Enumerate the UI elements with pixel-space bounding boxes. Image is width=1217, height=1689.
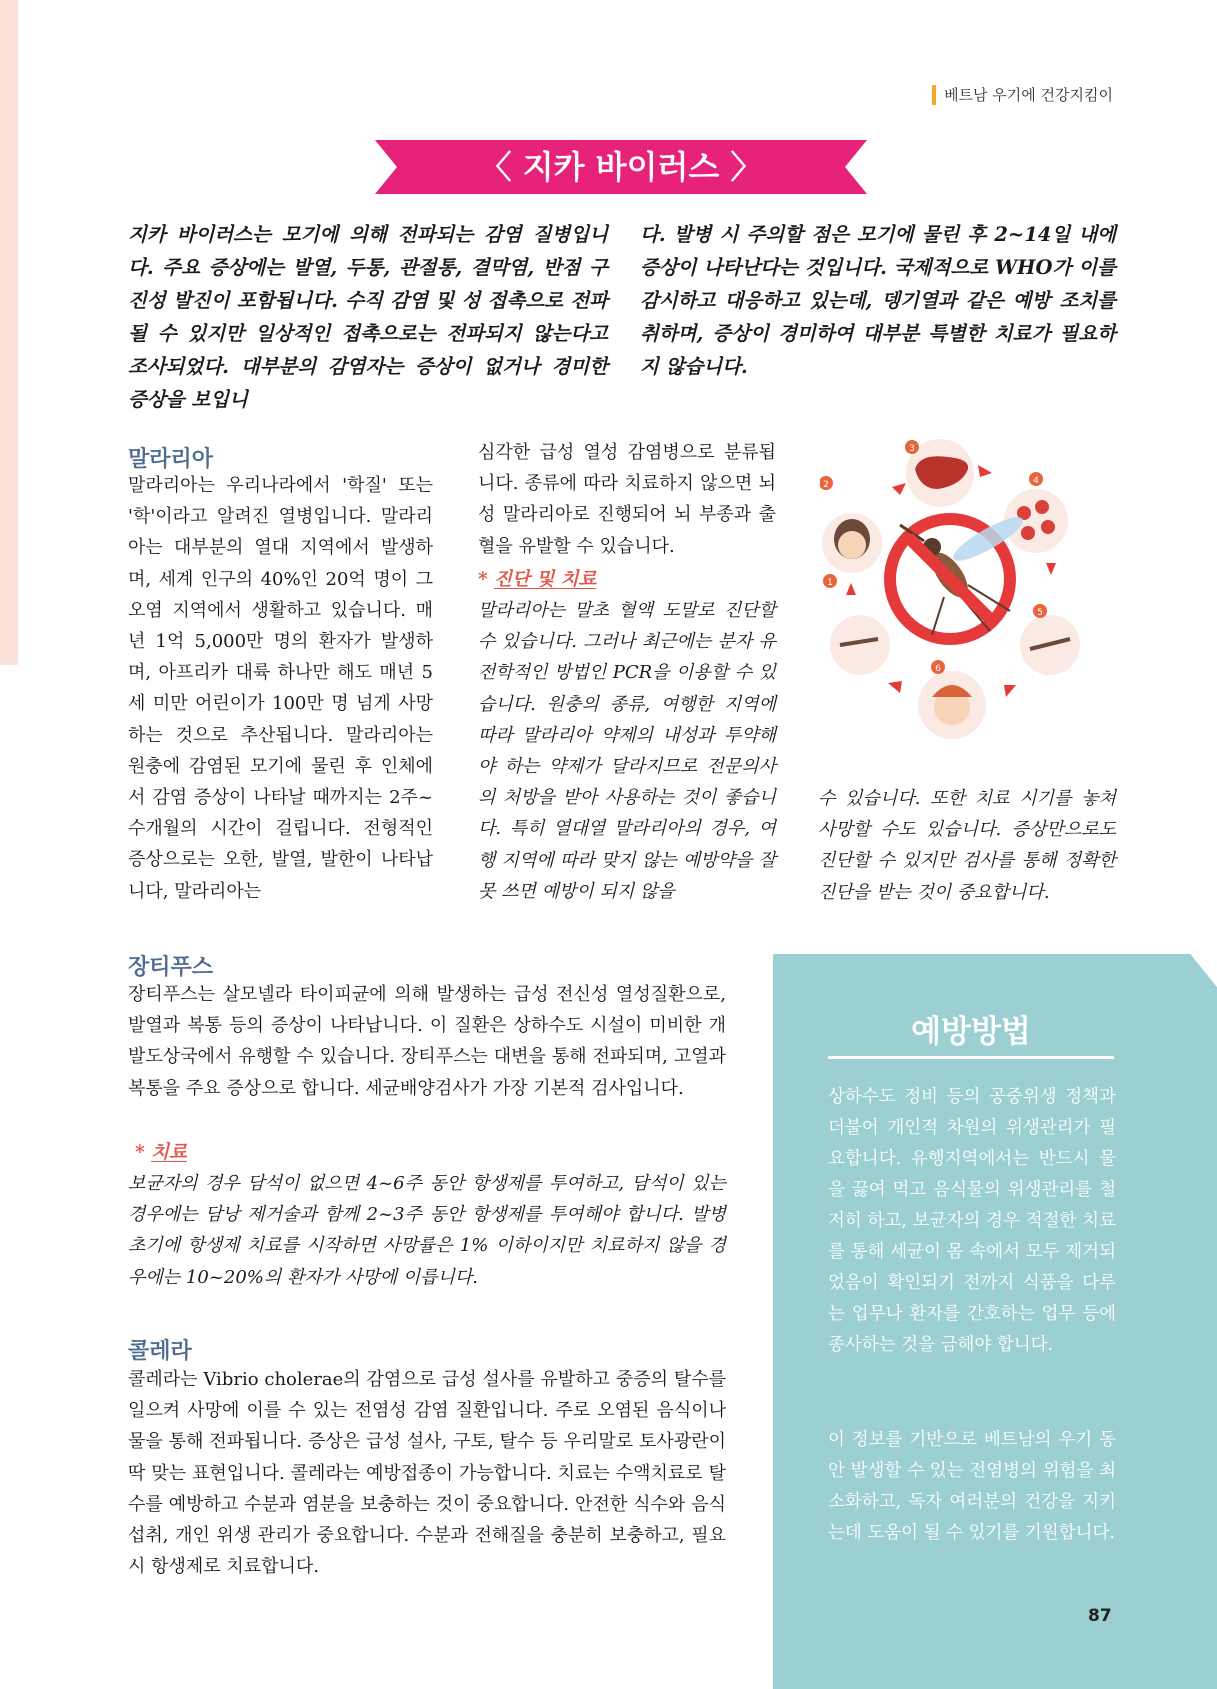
cholera-title: 콜레라 <box>128 1339 192 1364</box>
treatment-text: 보균자의 경우 담석이 없으면 4~6주 동안 항생제를 투여하고, 담석이 있는 경우에는 담낭 제거술과 함께 2~3주 동안 항생제를 투여해야 합니다. 발병 초기에 항생제 치료를 시작하면 사망률은 1% 이하이지만 치료하지 않을 경우에는 10~20%의 환자가 사망에 이릅니다. <box>128 1173 726 1288</box>
diagnosis-text: 말라리아는 말초 혈액 도말로 진단할 수 있습니다. 그러나 최근에는 분자 유전학적인 방법인 PCR을 이용할 수 있습니다. 원충의 종류, 여행한 지역에 따라 말라리아 약제의 내성과 투약해야 하는 약제가 달라지므로 전문의사의 처방을 받아 사용하는 것이 좋습니다. 특히 열대열 말라리아의 경우, 여행 지역에 따라 맞지 않는 예방약을 잘못 쓰면 예방이 되지 않을 <box>478 600 776 902</box>
diagnosis-star: * <box>478 569 488 590</box>
malaria-text-col3: 수 있습니다. 또한 치료 시기를 놓쳐 사망할 수도 있습니다. 증상만으로도 진단할 수 있지만 검사를 통해 정확한 진단을 받는 것이 중요합니다. <box>818 788 1116 903</box>
typhoid-text: 장티푸스는 살모넬라 타이피균에 의해 발생하는 급성 전신성 열성질환으로, 발열과 복통 등의 증상이 나타납니다. 이 질환은 상하수도 시설이 미비한 개발도상국에서 유행할 수 있습니다. 장티푸스는 대변을 통해 전파되며, 고열과 복통을 주요 증상으로 합니다. 세균배양검사가 가장 기본적 검사입니다. <box>128 984 726 1099</box>
treatment-heading <box>135 1138 187 1164</box>
step-number-5: 5 <box>1037 608 1043 618</box>
prevention-divider <box>828 1056 1114 1059</box>
page-edge-strip <box>0 0 18 665</box>
step-number-3: 3 <box>909 444 915 454</box>
intro-text-right: 다. 발병 시 주의할 점은 모기에 물린 후 2~14일 내에 증상이 나타난다는 것입니다. 국제적으로 WHO가 이를 감시하고 대응하고 있는데, 뎅기열과 같은 예방 조치를 취하며, 증상이 경미하여 대부분 특별한 치료가 필요하지 않습니다. <box>640 223 1116 378</box>
treatment-star: * <box>135 1142 145 1163</box>
step-mosquito-bite-icon <box>830 615 890 675</box>
prevention-paragraph-2: 이 정보를 기반으로 베트남의 우기 동안 발생할 수 있는 전염병의 위험을 최소화하고, 독자 여러분의 건강을 지키는데 도움이 될 수 있기를 기원합니다. <box>828 1430 1116 1543</box>
header-accent-bar <box>932 85 936 105</box>
malaria-cycle-illustration <box>820 435 1120 745</box>
step-number-1: 1 <box>827 578 833 588</box>
step-number-4: 4 <box>1033 476 1039 486</box>
diagnosis-label: 진단 및 치료 <box>494 569 597 590</box>
step-number-6: 6 <box>935 664 941 674</box>
treatment-label: 치료 <box>151 1142 187 1163</box>
cholera-text: 콜레라는 Vibrio cholerae의 감염으로 급성 설사를 유발하고 중증의 탈수를 일으켜 사망에 이를 수 있는 전염성 감염 질환입니다. 주로 오염된 음식이나 물을 통해 전파됩니다. 증상은 급성 설사, 구토, 탈수 등 우리말로 토사광란이 딱 맞는 표현입니다. 콜레라는 예방접종이 가능합니다. 치료는 수액치료로 탈수를 예방하고 수분과 염분을 보충하는 것이 중요합니다. 안전한 식수와 음식 섭취, 개인 위생 관리가 중요합니다. 수분과 전해질을 충분히 보충하고, 필요시 항생제로 치료합니다. <box>128 1369 726 1578</box>
running-title: 베트남 우기에 건강지킴이 <box>944 86 1113 104</box>
intro-text-left: 지카 바이러스는 모기에 의해 전파되는 감염 질병입니다. 주요 증상에는 발열, 두통, 관절통, 결막염, 반점 구진성 발진이 포함됩니다. 수직 감염 및 성 접촉으로 전파될 수 있지만 일상적인 접촉으로는 전파되지 않는다고 조사되었다. 대부분의 감염자는 증상이 없거나 경미한 증상을 보입니 <box>128 223 608 411</box>
malaria-text-col2: 심각한 급성 열성 감염병으로 분류됩니다. 종류에 따라 치료하지 않으면 뇌성 말라리아로 진행되어 뇌 부종과 출혈을 유발할 수 있습니다. <box>478 442 776 557</box>
prevention-paragraph-1: 상하수도 정비 등의 공중위생 정책과 더불어 개인적 차원의 위생관리가 필요합니다. 유행지역에서는 반드시 물을 끓여 먹고 음식물의 위생관리를 철저히 하고, 보균자의 경우 적절한 치료를 통해 세균이 몸 속에서 모두 제거되었음이 확인되기 전까지 식품을 다루는 업무나 환자를 간호하는 업무 등에 종사하는 것을 금해야 합니다. <box>828 1087 1116 1355</box>
malaria-title: 말라리아 <box>128 447 214 472</box>
page-number: 87 <box>1088 1606 1112 1626</box>
prevention-title: 예방방법 <box>911 1014 1031 1050</box>
title-banner <box>375 140 867 194</box>
malaria-text-col1: 말라리아는 우리나라에서 '학질' 또는 '학'이라고 알려진 열병입니다. 말라리아는 대부분의 열대 지역에서 발생하며, 세계 인구의 40%인 20억 명이 그 오염 지역에서 생활하고 있습니다. 매년 1억 5,000만 명의 환자가 발생하며, 아프리카 대륙 하나만 해도 매년 5세 미만 어린이가 100만 명 넘게 사망하는 것으로 추산됩니다. 말라리아는 원충에 감염된 모기에 물린 후 인체에서 감염 증상이 나타날 때까지는 2주~수개월의 시간이 걸립니다. 전형적인 증상으로는 오한, 발열, 발한이 나타납니다, 말라리아는 <box>128 475 433 902</box>
typhoid-title: 장티푸스 <box>128 955 214 980</box>
diagnosis-heading <box>478 565 596 591</box>
banner-title: 〈 지카 바이러스 〉 <box>479 148 763 186</box>
running-header <box>932 84 1113 105</box>
step-number-2: 2 <box>823 480 829 490</box>
